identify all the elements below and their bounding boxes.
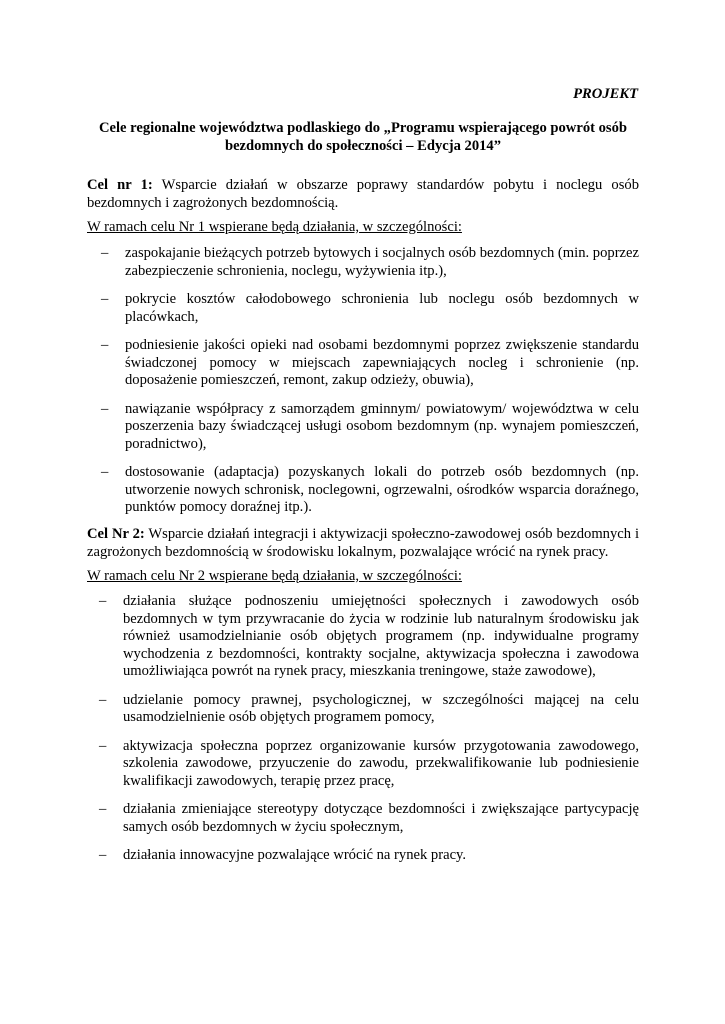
dash-bullet: – (99, 691, 107, 708)
dash-bullet: – (101, 337, 109, 353)
dash-bullet: – (101, 464, 109, 480)
goal-2-intro: W ramach celu Nr 2 wspierane będą działania, w szczególności: (87, 568, 462, 584)
dash-bullet: – (99, 801, 107, 817)
list-item-text: podniesienie jakości opieki nad osobami bezdomnymi poprzez zwiększenie standardu świadczonej pomocy w miejscach zapewniających nocleg i schronienie (np. doposażenie pomieszczeń, remont, zakup odzieży, obuwia), (125, 337, 639, 388)
list-item-text: działania innowacyjne pozwalające wrócić na rynek pracy. (123, 847, 467, 863)
list-item (87, 801, 639, 836)
goal-2-paragraph (87, 526, 639, 561)
list-item (87, 245, 639, 280)
list-item (87, 337, 639, 390)
list-item-text: zaspokajanie bieżących potrzeb bytowych i socjalnych osób bezdomnych (min. poprzez zabezpieczenie schronienia, noclegu, wyżywienia itp.), (125, 245, 639, 279)
dash-bullet: – (101, 245, 109, 261)
list-item (87, 692, 639, 727)
list-item-text: udzielanie pomocy prawnej, psychologicznej, w szczególności mającej na celu usamodzielnienie osób objętych programem pomocy, (123, 691, 639, 725)
dash-bullet: – (99, 737, 107, 754)
list-item (87, 464, 639, 517)
goal-1-paragraph (87, 177, 639, 212)
list-item (87, 291, 639, 326)
goal-1-label: Cel nr 1: (87, 177, 153, 193)
goal-2-text: Wsparcie działań integracji i aktywizacji społeczno-zawodowej osób bezdomnych i zagrożonych bezdomnością w środowisku lokalnym, pozwalające wrócić na rynek pracy. (87, 526, 639, 560)
dash-bullet: – (99, 593, 107, 609)
list-item (87, 593, 639, 681)
document-title: Cele regionalne województwa podlaskiego do „Programu wspierającego powrót osób bezdomnych do społeczności – Edycja 2014” (98, 120, 628, 154)
project-label: PROJEKT (573, 86, 638, 102)
goal-1-intro: W ramach celu Nr 1 wspierane będą działania, w szczególności: (87, 219, 462, 235)
list-item (87, 847, 639, 865)
list-item-text: działania służące podnoszeniu umiejętności społecznych i zawodowych osób bezdomnych w tym przywracanie do życia w rodzinie lub naturalnym środowisku jak również usamodzielnianie osób objętych programem (np. indywidualne programy wychodzenia z bezdomności, kontrakty socjalne, aktywizacja społeczna i zawodowa umożliwiająca powrót na rynek pracy, mieszkania treningowe, staże zawodowe), (123, 593, 639, 679)
list-item-text: aktywizacja społeczna poprzez organizowanie kursów przygotowania zawodowego, szkolenia zawodowe, przyuczenie do zawodu, przekwalifikowanie lub podniesienie kwalifikacji zawodowych, terapię przez pracę, (123, 737, 639, 789)
dash-bullet: – (101, 400, 109, 417)
list-item (87, 401, 639, 454)
list-item (87, 738, 639, 791)
goal-1-list (87, 245, 639, 528)
list-item-text: pokrycie kosztów całodobowego schronienia lub noclegu osób bezdomnych w placówkach, (125, 291, 639, 325)
dash-bullet: – (101, 291, 109, 307)
goal-2-label: Cel Nr 2: (87, 526, 145, 542)
dash-bullet: – (99, 847, 107, 863)
goal-2-list (87, 593, 639, 876)
list-item-text: działania zmieniające stereotypy dotyczące bezdomności i zwiększające partycypację samych osób bezdomnych w życiu społecznym, (123, 801, 639, 835)
goal-1-text: Wsparcie działań w obszarze poprawy standardów pobytu i noclegu osób bezdomnych i zagrożonych bezdomnością. (87, 177, 640, 211)
list-item-text: dostosowanie (adaptacja) pozyskanych lokali do potrzeb osób bezdomnych (np. utworzenie nowych schronisk, noclegowni, ogrzewalni, ośrodków wsparcia doraźnego, punktów pomocy doraźnej itp.). (125, 464, 639, 515)
list-item-text: nawiązanie współpracy z samorządem gminnym/ powiatowym/ województwa w celu poszerzenia bazy świadczącej usługi osobom bezdomnym (np. wynajem pomieszczeń, poradnictwo), (125, 400, 639, 452)
